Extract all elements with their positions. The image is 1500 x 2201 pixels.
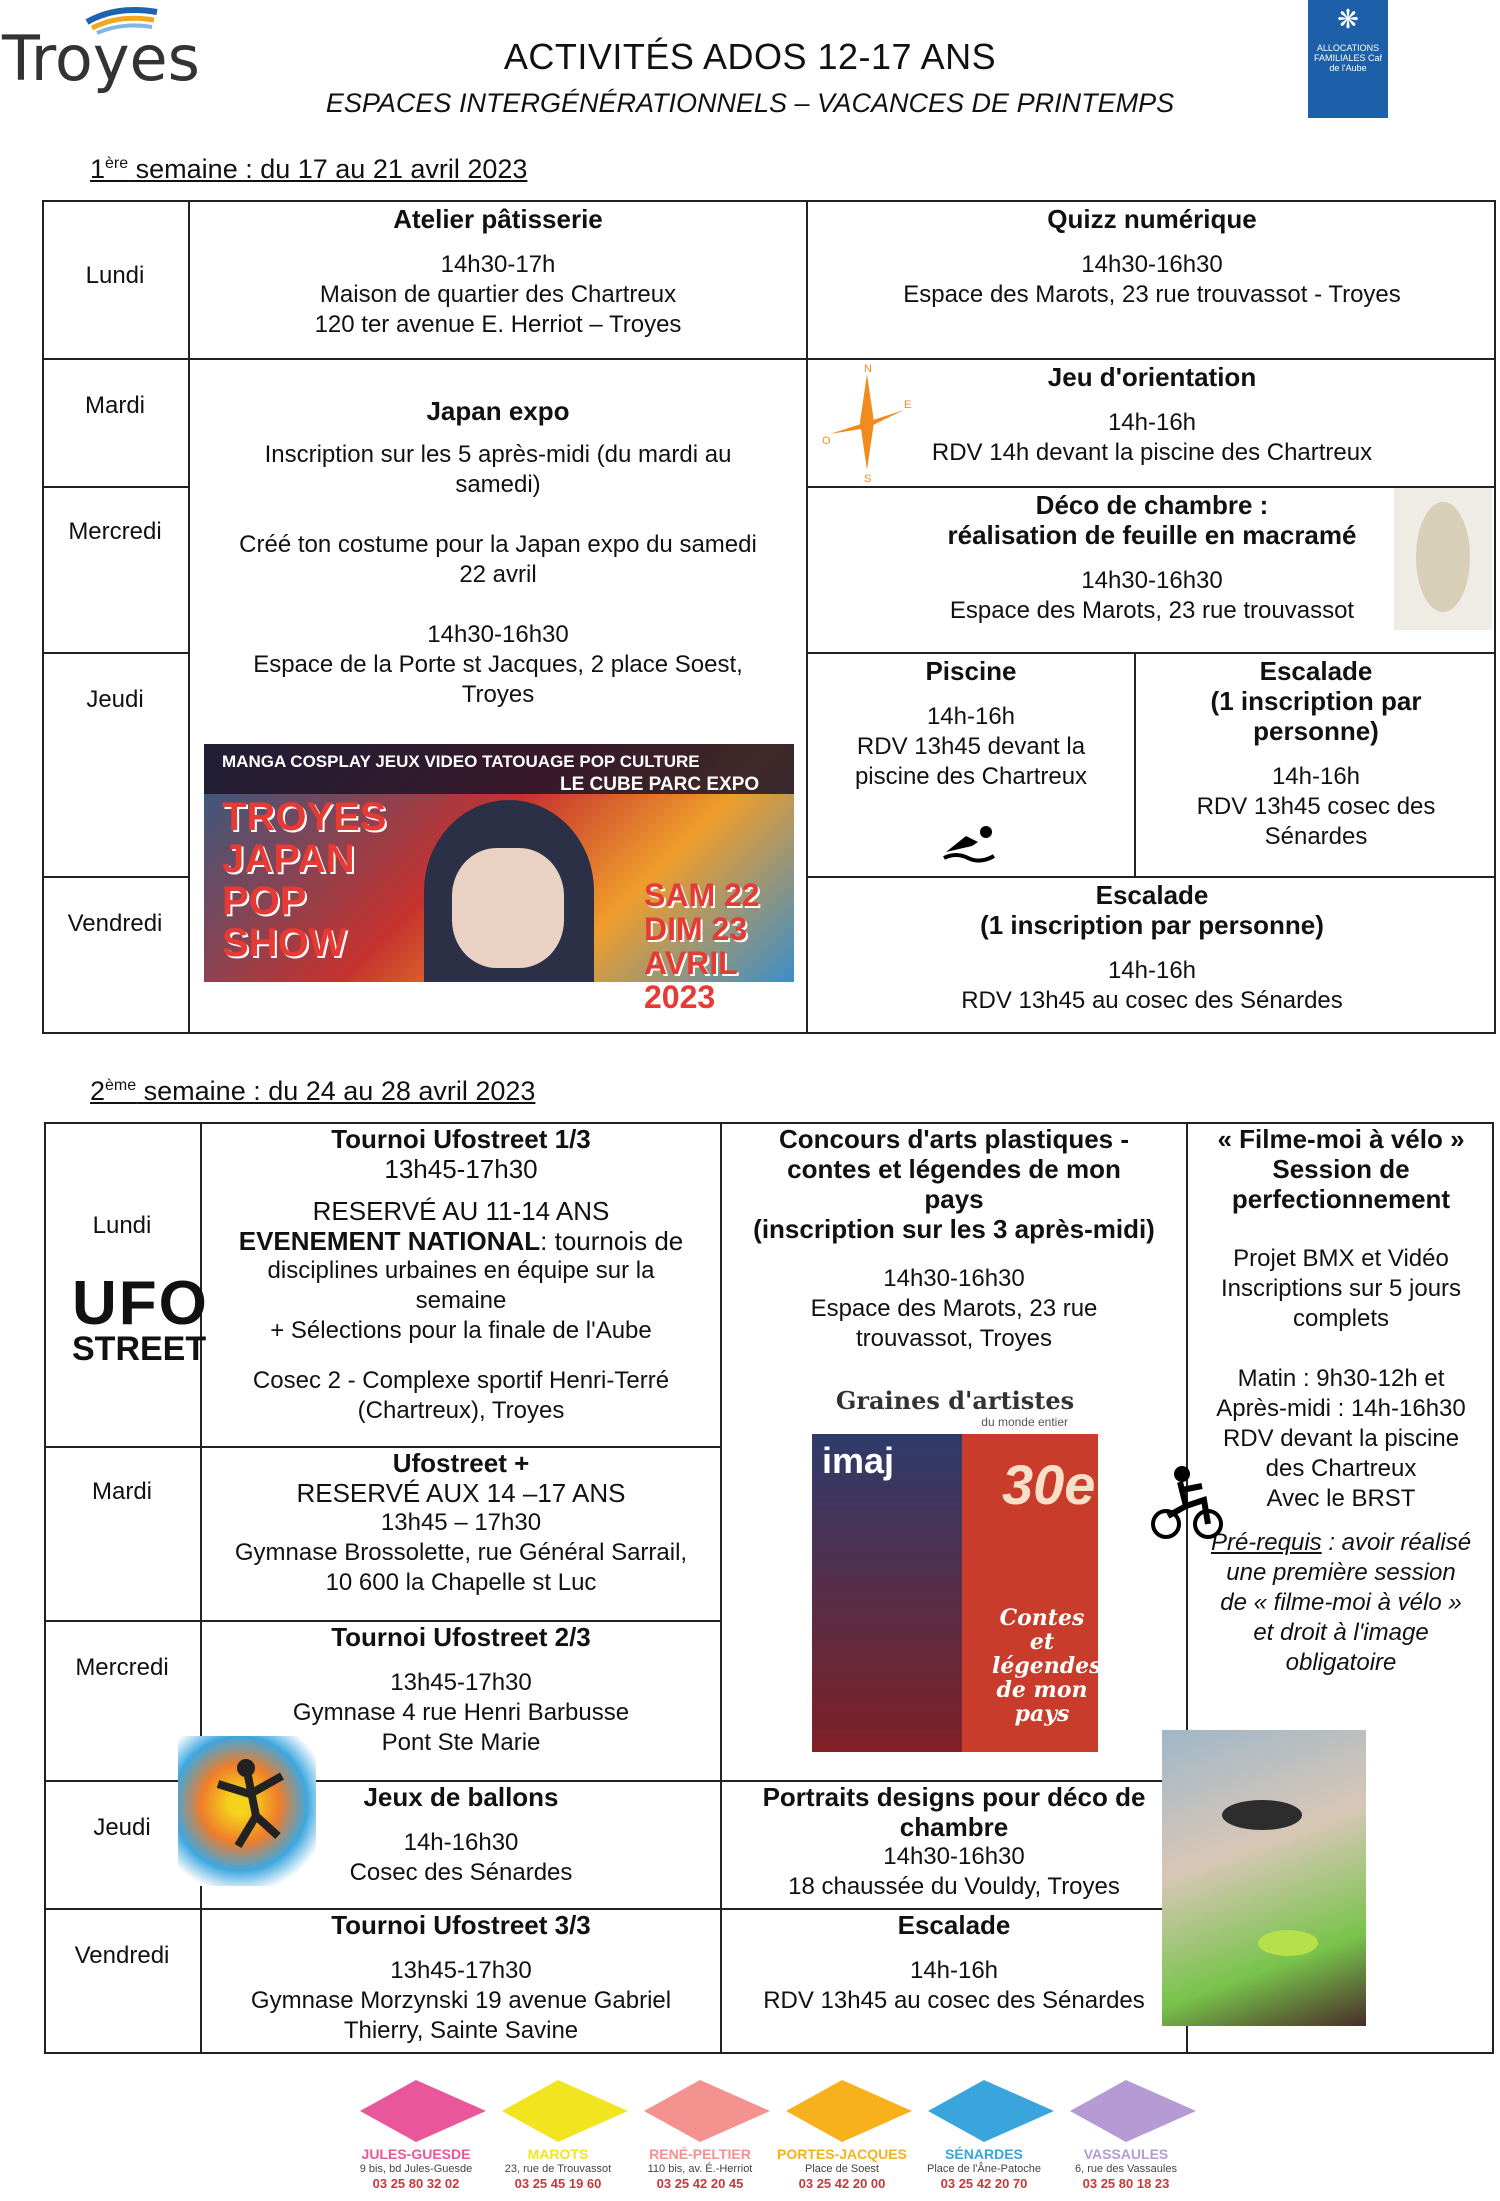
footer-centre-3 xyxy=(772,2080,912,2191)
swimmer-icon xyxy=(942,822,998,862)
japan-expo: Japan expo Inscription sur les 5 après-midi (du mardi au samedi) Créé ton costume pour la Japan expo du samedi 22 avril 14h30-16h30 Espace de la Porte st Jacques, 2 place Soest, Troyes xyxy=(239,396,757,708)
atelier-patisserie: Atelier pâtisserie 14h30-17h Maison de quartier des Chartreux 120 ter avenue E. Herriot – Troyes xyxy=(314,204,682,338)
jeu-orientation: Jeu d'orientation 14h-16h RDV 14h devant la piscine des Chartreux xyxy=(931,362,1373,466)
escalade-week2: Escalade 14h-16h RDV 13h45 au cosec des Sénardes xyxy=(763,1910,1145,2014)
graines-artistes-poster: Graines d'artistes du monde entier imaj 30e Contes et légendes de mon pays xyxy=(812,1386,1098,1772)
page-title: ACTIVITÉS ADOS 12-17 ANS xyxy=(503,36,997,77)
week2-day-mardi: Mardi xyxy=(91,1478,152,1505)
concours-arts-plastiques: Concours d'arts plastiques - contes et légendes de mon pays (inscription sur les 3 après-midi) 14h30-16h30 Espace des Marots, 23 rue trouvassot, Troyes xyxy=(753,1124,1155,1352)
kite-shape-icon xyxy=(346,2080,486,2142)
footer-centre-phone: 03 25 42 20 00 xyxy=(798,2176,886,2191)
kite-shape-icon xyxy=(630,2080,770,2142)
kite-shape-icon xyxy=(488,2080,628,2142)
footer-centre-phone: 03 25 45 19 60 xyxy=(514,2176,602,2191)
footer-centre-0 xyxy=(346,2080,486,2191)
filme-moi-a-velo: « Filme-moi à vélo » Session de perfectionnement Projet BMX et Vidéo Inscriptions sur 5 jours complets Matin : 9h30-12h et Après-midi : 14h-16h30 RDV devant la piscine des Chartreux Avec le BRST Pré-requis : avoir réalisé une première session de « filme-moi à vélo » et droit à l'image obligatoire xyxy=(1210,1124,1472,1676)
quizz-numerique: Quizz numérique 14h30-16h30 Espace des Marots, 23 rue trouvassot - Troyes xyxy=(903,204,1401,308)
footer-centre-name: MAROTS xyxy=(527,2146,589,2162)
ufo-street-logo: UFO STREET xyxy=(72,1269,209,1368)
portraits-designs: Portraits designs pour déco de chambre 14h30-16h30 18 chaussée du Vouldy, Troyes xyxy=(762,1782,1146,1900)
page-subtitle: ESPACES INTERGÉNÉRATIONNELS – VACANCES DE PRINTEMPS xyxy=(325,88,1175,118)
kite-shape-icon xyxy=(1056,2080,1196,2142)
macrame-leaf-image xyxy=(1394,488,1492,630)
week1-day-jeudi: Jeudi xyxy=(86,686,144,713)
footer-centre-address: 23, rue de Trouvassot xyxy=(504,2163,612,2175)
footer-centre-address: 6, rue des Vassaules xyxy=(1075,2163,1177,2175)
week2-title: 2ème semaine : du 24 au 28 avril 2023 xyxy=(90,1076,536,1106)
week2-day-lundi: Lundi xyxy=(92,1212,152,1239)
week1-day-lundi: Lundi xyxy=(85,262,145,289)
bmx-rider-icon xyxy=(1148,1464,1226,1544)
deco-chambre: Déco de chambre : réalisation de feuille en macramé 14h30-16h30 Espace des Marots, 23 rue trouvassot xyxy=(947,490,1357,624)
week1-title: 1ère semaine : du 17 au 21 avril 2023 xyxy=(90,154,528,184)
footer-centre-4 xyxy=(914,2080,1054,2191)
kite-shape-icon xyxy=(914,2080,1054,2142)
escalade-jeudi: Escalade (1 inscription par personne) 14h-16h RDV 13h45 cosec des Sénardes xyxy=(1196,656,1436,850)
tournoi-ufostreet-3: Tournoi Ufostreet 3/3 13h45-17h30 Gymnase Morzynski 19 avenue Gabriel Thierry, Sainte Savine xyxy=(250,1910,672,2044)
footer-centre-name: PORTES-JACQUES xyxy=(777,2146,907,2162)
footer-centre-address: 9 bis, bd Jules-Guesde xyxy=(359,2163,473,2175)
kite-shape-icon xyxy=(772,2080,912,2142)
svg-text:O: O xyxy=(822,435,831,447)
svg-text:S: S xyxy=(864,473,872,485)
footer-centre-name: JULES-GUESDE xyxy=(361,2146,471,2162)
tournoi-ufostreet-1: Tournoi Ufostreet 1/3 13h45-17h30 RESERVÉ AU 11-14 ANS EVENEMENT NATIONAL: tournois de disciplines urbaines en équipe sur la semaine + Sélections pour la finale de l'Aube Cosec 2 - Complexe sportif Henri-Terré (Chartreux), Troyes xyxy=(238,1124,684,1424)
jeux-de-ballons: Jeux de ballons 14h-16h30 Cosec des Sénardes xyxy=(349,1782,573,1886)
footer-centre-address: Place de Soest xyxy=(805,2163,879,2175)
svg-text:N: N xyxy=(864,363,872,375)
footer-centre-5 xyxy=(1056,2080,1196,2191)
footer-centre-address: 110 bis, av. É.-Herriot xyxy=(647,2163,753,2175)
piscine: Piscine 14h-16h RDV 13h45 devant la piscine des Chartreux xyxy=(854,656,1088,790)
caf-emblem-icon: ❋ xyxy=(1337,4,1359,34)
svg-text:E: E xyxy=(904,399,912,411)
week1-day-mercredi: Mercredi xyxy=(68,518,162,545)
week1-day-vendredi: Vendredi xyxy=(67,910,163,937)
week1-day-mardi: Mardi xyxy=(84,392,145,419)
footer-centre-2 xyxy=(630,2080,770,2191)
caf-logo: ❋ ALLOCATIONS FAMILIALES Caf de l'Aube xyxy=(1308,0,1388,118)
footer-centre-phone: 03 25 80 18 23 xyxy=(1082,2176,1170,2191)
footer-centre-address: Place de l'Âne-Patoche xyxy=(926,2163,1041,2175)
week2-day-vendredi: Vendredi xyxy=(74,1942,170,1969)
portrait-painting-image xyxy=(1162,1730,1366,2026)
footer-centre-phone: 03 25 42 20 45 xyxy=(656,2176,744,2191)
footer-centre-1 xyxy=(488,2080,628,2191)
footer-centre-phone: 03 25 42 20 70 xyxy=(940,2176,1028,2191)
tournoi-ufostreet-2: Tournoi Ufostreet 2/3 13h45-17h30 Gymnase 4 rue Henri Barbusse Pont Ste Marie xyxy=(292,1622,630,1756)
footer-centre-name: VASSAULES xyxy=(1083,2146,1169,2162)
week2-day-jeudi: Jeudi xyxy=(93,1814,151,1841)
footer-centre-phone: 03 25 80 32 02 xyxy=(372,2176,460,2191)
footer-centre-name: RENÉ-PELTIER xyxy=(649,2146,751,2162)
japan-pop-show-poster: MANGA COSPLAY JEUX VIDEO TATOUAGE POP CULTURE LE CUBE PARC EXPO TROYES JAPAN POP SHOW SAM 22 DIM 23 AVRIL 2023 xyxy=(204,744,794,982)
escalade-vendredi: Escalade (1 inscription par personne) 14h-16h RDV 13h45 au cosec des Sénardes xyxy=(961,880,1343,1014)
week2-day-mercredi: Mercredi xyxy=(75,1654,169,1681)
troyes-logo-text: Troyes xyxy=(2,22,200,95)
ufostreet-plus: Ufostreet + RESERVÉ AUX 14 –17 ANS 13h45 – 17h30 Gymnase Brossolette, rue Général Sarrail, 10 600 la Chapelle st Luc xyxy=(234,1448,688,1596)
footer-centre-name: SÉNARDES xyxy=(945,2146,1023,2162)
